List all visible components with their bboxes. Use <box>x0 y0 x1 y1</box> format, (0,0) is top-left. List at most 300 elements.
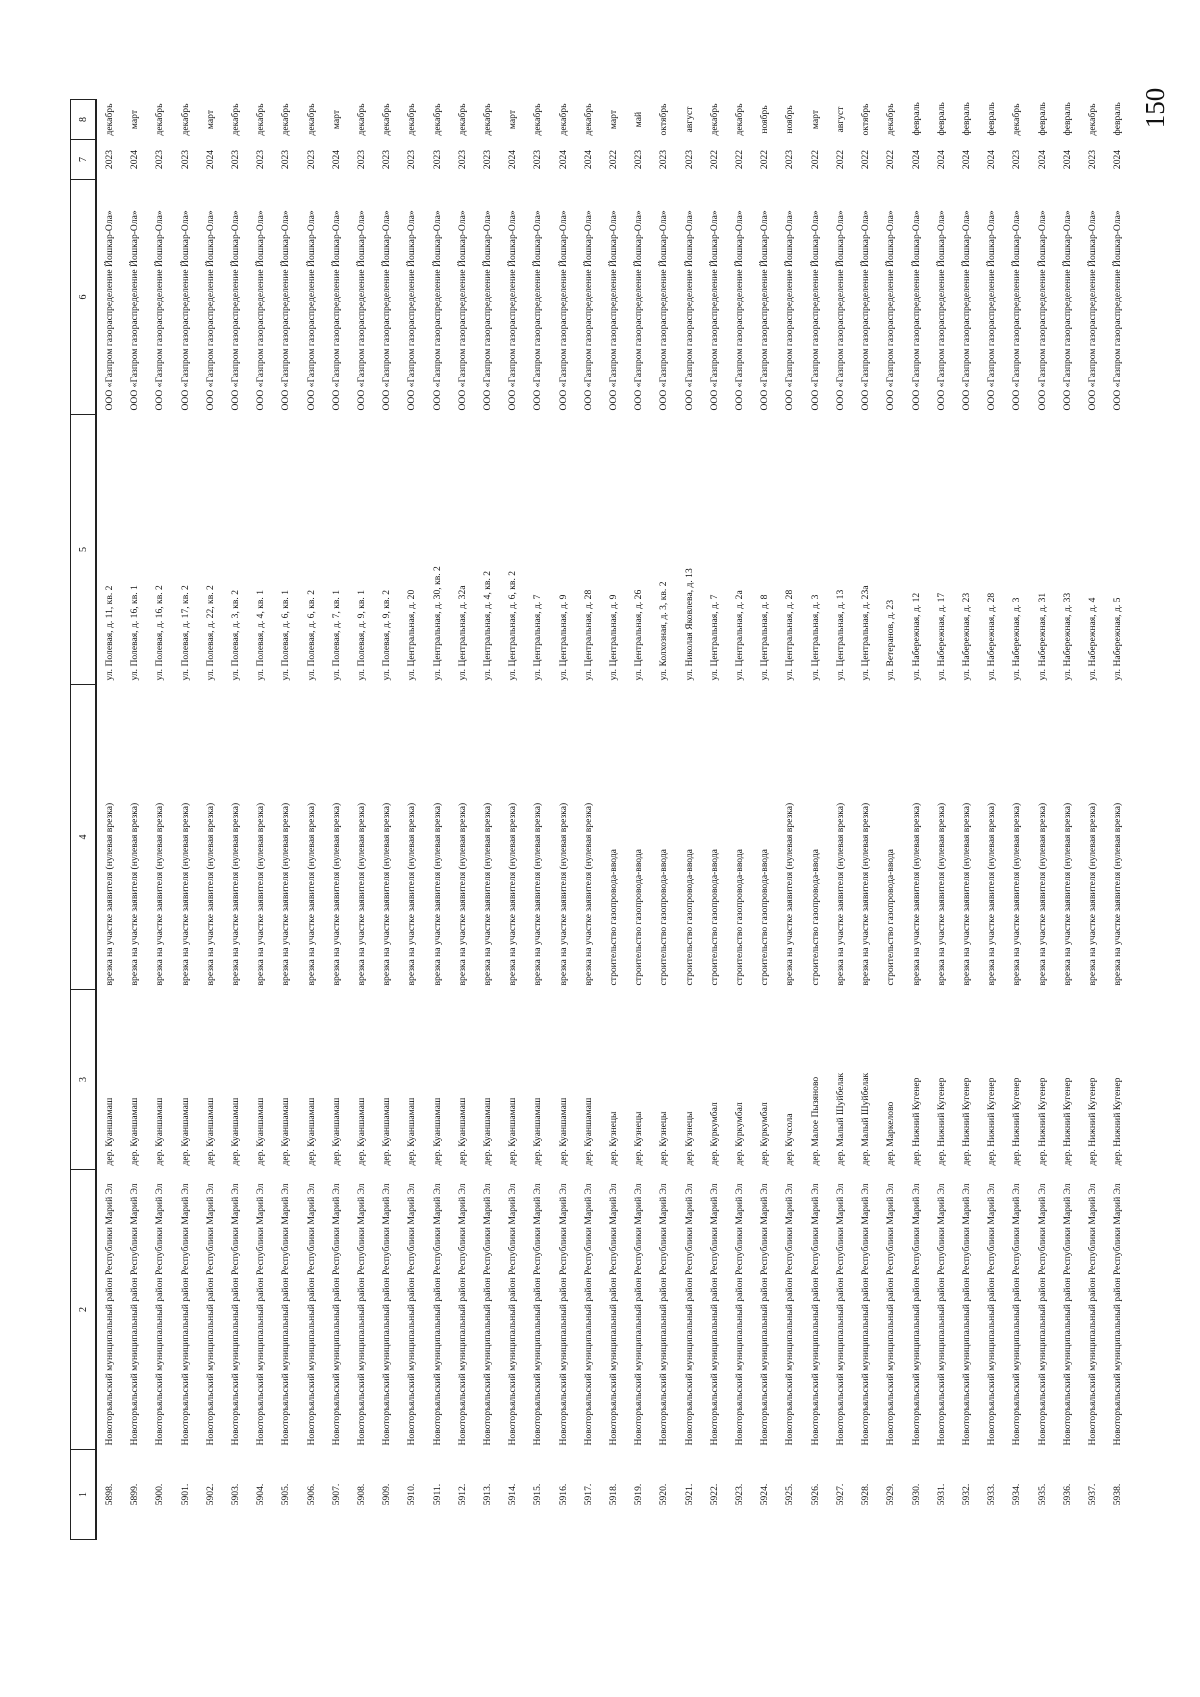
cell-year: 2023 <box>1011 149 1023 170</box>
cell-address: ул. Колхозная, д. 3, кв. 2 <box>658 581 670 681</box>
cell-row-number: 5926. <box>809 1483 821 1506</box>
cell-month: май <box>633 111 645 128</box>
cell-municipality: Новоторъяльский муниципальный район Республики Марий Эл <box>456 1183 468 1446</box>
cell-row-number: 5934. <box>1011 1483 1023 1506</box>
cell-organization: ООО «Газпром газораспределение Йошкар-Ола» <box>305 210 317 411</box>
column-header: 4 <box>71 685 97 990</box>
cell-year: 2023 <box>154 149 166 170</box>
cell-municipality: Новоторъяльский муниципальный район Республики Марий Эл <box>507 1183 519 1446</box>
cell-work-type: врезка на участке заявителя (нулевая врезка) <box>507 802 519 986</box>
cell-work-type: врезка на участке заявителя (нулевая врезка) <box>1112 802 1124 986</box>
cell-municipality: Новоторъяльский муниципальный район Республики Марий Эл <box>305 1183 317 1446</box>
cell-month: декабрь <box>885 103 897 136</box>
cell-address: ул. Набережная, д. 23 <box>960 592 972 681</box>
cell-settlement: дер. Куркумбал <box>734 1102 746 1166</box>
cell-settlement: дер. Куаншамаш <box>532 1097 544 1166</box>
cell-work-type: строительство газопровода-ввода <box>683 849 695 986</box>
table-row <box>727 100 752 1540</box>
cell-work-type: строительство газопровода-ввода <box>759 849 771 986</box>
cell-settlement: дер. Куаншамаш <box>431 1097 443 1166</box>
cell-month: декабрь <box>381 103 393 136</box>
cell-settlement: дер. Куаншамаш <box>557 1097 569 1166</box>
cell-year: 2022 <box>608 149 620 170</box>
cell-organization: ООО «Газпром газораспределение Йошкар-Ола» <box>809 210 821 411</box>
cell-settlement: дер. Кузнецы <box>658 1111 670 1166</box>
cell-work-type: врезка на участке заявителя (нулевая врезка) <box>154 802 166 986</box>
cell-address: ул. Полевая, д. 11, кв. 2 <box>104 585 115 681</box>
cell-municipality: Новоторъяльский муниципальный район Республики Марий Эл <box>734 1183 746 1446</box>
cell-work-type: врезка на участке заявителя (нулевая врезка) <box>104 802 115 986</box>
cell-row-number: 5936. <box>1061 1483 1073 1506</box>
table-row <box>979 100 1004 1540</box>
cell-month: декабрь <box>532 103 544 136</box>
cell-settlement: дер. Нижний Кугенер <box>1011 1077 1023 1166</box>
table-row <box>752 100 777 1540</box>
cell-month: март <box>608 109 620 130</box>
cell-month: март <box>330 109 342 130</box>
table-row <box>223 100 248 1540</box>
cell-month: февраль <box>960 102 972 136</box>
cell-year: 2023 <box>456 149 468 170</box>
cell-work-type: врезка на участке заявителя (нулевая врезка) <box>960 802 972 986</box>
cell-row-number: 5923. <box>734 1483 746 1506</box>
cell-organization: ООО «Газпром газораспределение Йошкар-Ола» <box>582 210 594 411</box>
cell-year: 2023 <box>482 149 494 170</box>
cell-month: декабрь <box>557 103 569 136</box>
cell-year: 2022 <box>809 149 821 170</box>
cell-organization: ООО «Газпром газораспределение Йошкар-Ола» <box>1061 210 1073 411</box>
cell-municipality: Новоторъяльский муниципальный район Республики Марий Эл <box>935 1183 947 1446</box>
table-row <box>551 100 576 1540</box>
cell-work-type: врезка на участке заявителя (нулевая врезка) <box>330 802 342 986</box>
cell-month: октябрь <box>860 103 872 136</box>
cell-settlement: дер. Нижний Кугенер <box>986 1077 998 1166</box>
cell-row-number: 5930. <box>910 1483 922 1506</box>
column-header: 7 <box>71 140 97 180</box>
cell-settlement: дер. Куаншамаш <box>280 1097 292 1166</box>
table-row <box>173 100 198 1540</box>
cell-work-type: строительство газопровода-ввода <box>708 849 720 986</box>
cell-settlement: дер. Нижний Кугенер <box>1112 1077 1124 1166</box>
cell-settlement: дер. Малый Шуйбелак <box>834 1072 846 1166</box>
cell-work-type: врезка на участке заявителя (нулевая врезка) <box>456 802 468 986</box>
cell-row-number: 5914. <box>507 1483 519 1506</box>
table-row <box>525 100 550 1540</box>
cell-work-type: врезка на участке заявителя (нулевая врезка) <box>406 802 418 986</box>
table-header-row <box>71 100 97 1540</box>
cell-row-number: 5904. <box>255 1483 267 1506</box>
cell-settlement: дер. Малое Пызяново <box>809 1076 821 1166</box>
cell-work-type: врезка на участке заявителя (нулевая врезка) <box>255 802 267 986</box>
cell-month: февраль <box>1061 102 1073 136</box>
cell-year: 2024 <box>986 149 998 170</box>
cell-row-number: 5921. <box>683 1483 695 1506</box>
cell-address: ул. Набережная, д. 12 <box>910 592 922 681</box>
cell-settlement: дер. Нижний Кугенер <box>1086 1077 1098 1166</box>
cell-municipality: Новоторъяльский муниципальный район Республики Марий Эл <box>683 1183 695 1446</box>
cell-address: ул. Центральная, д. 23а <box>860 585 872 681</box>
cell-work-type: врезка на участке заявителя (нулевая врезка) <box>986 802 998 986</box>
cell-organization: ООО «Газпром газораспределение Йошкар-Ола» <box>456 210 468 411</box>
cell-organization: ООО «Газпром газораспределение Йошкар-Ола» <box>532 210 544 411</box>
cell-settlement: дер. Куаншамаш <box>406 1097 418 1166</box>
cell-municipality: Новоторъяльский муниципальный район Республики Марий Эл <box>381 1183 393 1446</box>
column-header: 2 <box>71 1170 97 1450</box>
cell-year: 2023 <box>381 149 393 170</box>
cell-municipality: Новоторъяльский муниципальный район Республики Марий Эл <box>1086 1183 1098 1446</box>
cell-organization: ООО «Газпром газораспределение Йошкар-Ола» <box>154 210 166 411</box>
cell-municipality: Новоторъяльский муниципальный район Республики Марий Эл <box>154 1183 166 1446</box>
cell-month: март <box>129 109 141 130</box>
cell-row-number: 5919. <box>633 1483 645 1506</box>
column-header: 6 <box>71 180 97 415</box>
cell-row-number: 5916. <box>557 1483 569 1506</box>
cell-month: декабрь <box>230 103 242 136</box>
table-row <box>299 100 324 1540</box>
cell-address: ул. Центральная, д. 28 <box>582 589 594 681</box>
cell-work-type: врезка на участке заявителя (нулевая врезка) <box>1011 802 1023 986</box>
cell-work-type: врезка на участке заявителя (нулевая врезка) <box>482 802 494 986</box>
cell-organization: ООО «Газпром газораспределение Йошкар-Ола» <box>406 210 418 411</box>
cell-row-number: 5933. <box>986 1483 998 1506</box>
cell-year: 2023 <box>532 149 544 170</box>
cell-settlement: дер. Нижний Кугенер <box>910 1077 922 1166</box>
cell-address: ул. Полевая, д. 16, кв. 1 <box>129 585 141 681</box>
cell-municipality: Новоторъяльский муниципальный район Республики Марий Эл <box>356 1183 368 1446</box>
cell-municipality: Новоторъяльский муниципальный район Республики Марий Эл <box>482 1183 494 1446</box>
table-row <box>626 100 651 1540</box>
cell-municipality: Новоторъяльский муниципальный район Республики Марий Эл <box>582 1183 594 1446</box>
cell-organization: ООО «Газпром газораспределение Йошкар-Ола» <box>381 210 393 411</box>
table-row <box>904 100 929 1540</box>
cell-year: 2023 <box>406 149 418 170</box>
cell-month: декабрь <box>104 103 115 136</box>
table-row <box>198 100 223 1540</box>
cell-address: ул. Центральная, д. 32а <box>456 585 468 681</box>
cell-organization: ООО «Газпром газораспределение Йошкар-Ола» <box>633 210 645 411</box>
cell-address: ул. Центральная, д. 4, кв. 2 <box>482 570 494 681</box>
cell-address: ул. Центральная, д. 3 <box>809 594 821 681</box>
cell-month: март <box>507 109 519 130</box>
cell-organization: ООО «Газпром газораспределение Йошкар-Ола» <box>658 210 670 411</box>
cell-row-number: 5901. <box>179 1483 191 1506</box>
cell-municipality: Новоторъяльский муниципальный район Республики Марий Эл <box>129 1183 141 1446</box>
cell-year: 2023 <box>104 149 115 170</box>
cell-row-number: 5920. <box>658 1483 670 1506</box>
cell-row-number: 5915. <box>532 1483 544 1506</box>
cell-row-number: 5898. <box>104 1483 115 1506</box>
cell-municipality: Новоторъяльский муниципальный район Республики Марий Эл <box>255 1183 267 1446</box>
cell-row-number: 5925. <box>784 1483 796 1506</box>
cell-organization: ООО «Газпром газораспределение Йошкар-Ола» <box>608 210 620 411</box>
cell-year: 2024 <box>129 149 141 170</box>
cell-settlement: дер. Кучсола <box>784 1113 796 1166</box>
cell-settlement: дер. Куаншамаш <box>129 1097 141 1166</box>
cell-settlement: дер. Малый Шуйбелак <box>860 1072 872 1166</box>
cell-municipality: Новоторъяльский муниципальный район Республики Марий Эл <box>708 1183 720 1446</box>
cell-address: ул. Центральная, д. 9 <box>608 594 620 681</box>
cell-work-type: врезка на участке заявителя (нулевая врезка) <box>557 802 569 986</box>
cell-month: декабрь <box>280 103 292 136</box>
cell-row-number: 5911. <box>431 1483 443 1506</box>
cell-settlement: дер. Нижний Кугенер <box>960 1077 972 1166</box>
cell-month: декабрь <box>154 103 166 136</box>
cell-municipality: Новоторъяльский муниципальный район Республики Марий Эл <box>860 1183 872 1446</box>
cell-work-type: строительство газопровода-ввода <box>608 849 620 986</box>
cell-address: ул. Полевая, д. 22, кв. 2 <box>204 585 216 681</box>
cell-organization: ООО «Газпром газораспределение Йошкар-Ола» <box>482 210 494 411</box>
gasification-table <box>70 99 1130 1540</box>
cell-settlement: дер. Нижний Кугенер <box>1061 1077 1073 1166</box>
cell-year: 2022 <box>759 149 771 170</box>
table-row <box>475 100 500 1540</box>
cell-settlement: дер. Кузнецы <box>683 1111 695 1166</box>
cell-organization: ООО «Газпром газораспределение Йошкар-Ола» <box>784 210 796 411</box>
cell-year: 2024 <box>960 149 972 170</box>
cell-address: ул. Центральная, д. 6, кв. 2 <box>507 570 519 681</box>
cell-month: август <box>683 106 695 133</box>
cell-settlement: дер. Кузнецы <box>633 1111 645 1166</box>
cell-settlement: дер. Куркумбал <box>708 1102 720 1166</box>
cell-work-type: врезка на участке заявителя (нулевая врезка) <box>431 802 443 986</box>
cell-settlement: дер. Куаншамаш <box>154 1097 166 1166</box>
table-row <box>324 100 349 1540</box>
cell-row-number: 5905. <box>280 1483 292 1506</box>
cell-month: декабрь <box>431 103 443 136</box>
cell-month: декабрь <box>255 103 267 136</box>
cell-municipality: Новоторъяльский муниципальный район Республики Марий Эл <box>809 1183 821 1446</box>
table-row <box>122 100 147 1540</box>
cell-month: март <box>204 109 216 130</box>
cell-month: февраль <box>1112 102 1124 136</box>
cell-month: февраль <box>910 102 922 136</box>
table-row <box>399 100 424 1540</box>
cell-month: декабрь <box>1011 103 1023 136</box>
cell-year: 2023 <box>280 149 292 170</box>
cell-municipality: Новоторъяльский муниципальный район Республики Марий Эл <box>608 1183 620 1446</box>
cell-month: декабрь <box>1086 103 1098 136</box>
table-row <box>450 100 475 1540</box>
cell-organization: ООО «Газпром газораспределение Йошкар-Ола» <box>910 210 922 411</box>
page-number: 150 <box>1139 87 1170 129</box>
cell-address: ул. Полевая, д. 6, кв. 1 <box>280 589 292 681</box>
cell-address: ул. Полевая, д. 4, кв. 1 <box>255 589 267 681</box>
cell-year: 2022 <box>885 149 897 170</box>
table-row <box>273 100 298 1540</box>
cell-row-number: 5909. <box>381 1483 393 1506</box>
cell-month: август <box>834 106 846 133</box>
cell-address: ул. Центральная, д. 7 <box>532 594 544 681</box>
cell-year: 2024 <box>1061 149 1073 170</box>
cell-municipality: Новоторъяльский муниципальный район Республики Марий Эл <box>658 1183 670 1446</box>
table-row <box>147 100 172 1540</box>
cell-year: 2024 <box>1036 149 1048 170</box>
cell-month: ноябрь <box>784 105 796 134</box>
cell-month: декабрь <box>708 103 720 136</box>
cell-settlement: дер. Куаншамаш <box>179 1097 191 1166</box>
cell-municipality: Новоторъяльский муниципальный район Республики Марий Эл <box>1036 1183 1048 1446</box>
cell-year: 2024 <box>204 149 216 170</box>
cell-month: декабрь <box>582 103 594 136</box>
cell-settlement: дер. Куаншамаш <box>582 1097 594 1166</box>
cell-settlement: дер. Нижний Кугенер <box>935 1077 947 1166</box>
cell-address: ул. Набережная, д. 31 <box>1036 592 1048 681</box>
cell-row-number: 5902. <box>204 1483 216 1506</box>
cell-municipality: Новоторъяльский муниципальный район Республики Марий Эл <box>330 1183 342 1446</box>
cell-month: февраль <box>1036 102 1048 136</box>
cell-month: март <box>809 109 821 130</box>
cell-address: ул. Полевая, д. 17, кв. 2 <box>179 585 191 681</box>
cell-month: декабрь <box>734 103 746 136</box>
cell-address: ул. Полевая, д. 16, кв. 2 <box>154 585 166 681</box>
cell-municipality: Новоторъяльский муниципальный район Республики Марий Эл <box>532 1183 544 1446</box>
cell-month: декабрь <box>406 103 418 136</box>
cell-organization: ООО «Газпром газораспределение Йошкар-Ола» <box>557 210 569 411</box>
cell-address: ул. Центральная, д. 20 <box>406 589 418 681</box>
cell-settlement: дер. Куаншамаш <box>305 1097 317 1166</box>
cell-organization: ООО «Газпром газораспределение Йошкар-Ола» <box>1036 210 1048 411</box>
cell-work-type: врезка на участке заявителя (нулевая врезка) <box>1086 802 1098 986</box>
cell-municipality: Новоторъяльский муниципальный район Республики Марий Эл <box>834 1183 846 1446</box>
cell-address: ул. Набережная, д. 5 <box>1112 597 1124 681</box>
cell-municipality: Новоторъяльский муниципальный район Республики Марий Эл <box>910 1183 922 1446</box>
cell-row-number: 5903. <box>230 1483 242 1506</box>
cell-organization: ООО «Газпром газораспределение Йошкар-Ола» <box>356 210 368 411</box>
cell-year: 2022 <box>734 149 746 170</box>
cell-municipality: Новоторъяльский муниципальный район Республики Марий Эл <box>759 1183 771 1446</box>
cell-work-type: строительство газопровода-ввода <box>633 849 645 986</box>
cell-settlement: дер. Кузнецы <box>608 1111 620 1166</box>
cell-address: ул. Полевая, д. 3, кв. 2 <box>230 589 242 681</box>
cell-organization: ООО «Газпром газораспределение Йошкар-Ола» <box>431 210 443 411</box>
cell-year: 2024 <box>1112 149 1124 170</box>
table-row <box>1105 100 1130 1540</box>
table-row <box>929 100 954 1540</box>
cell-row-number: 5928. <box>860 1483 872 1506</box>
cell-organization: ООО «Газпром газораспределение Йошкар-Ола» <box>834 210 846 411</box>
cell-address: ул. Центральная, д. 30, кв. 2 <box>431 566 443 681</box>
cell-address: ул. Ветеранов, д. 23 <box>885 599 897 681</box>
cell-month: декабрь <box>456 103 468 136</box>
cell-row-number: 5913. <box>482 1483 494 1506</box>
cell-settlement: дер. Куаншамаш <box>456 1097 468 1166</box>
cell-year: 2024 <box>330 149 342 170</box>
cell-row-number: 5935. <box>1036 1483 1048 1506</box>
cell-work-type: врезка на участке заявителя (нулевая врезка) <box>860 802 872 986</box>
cell-municipality: Новоторъяльский муниципальный район Республики Марий Эл <box>179 1183 191 1446</box>
table-row <box>702 100 727 1540</box>
cell-organization: ООО «Газпром газораспределение Йошкар-Ола» <box>935 210 947 411</box>
cell-address: ул. Николая Яковлева, д. 13 <box>683 568 695 681</box>
cell-municipality: Новоторъяльский муниципальный район Республики Марий Эл <box>960 1183 972 1446</box>
cell-organization: ООО «Газпром газораспределение Йошкар-Ола» <box>204 210 216 411</box>
table-row <box>601 100 626 1540</box>
cell-year: 2023 <box>683 149 695 170</box>
cell-organization: ООО «Газпром газораспределение Йошкар-Ола» <box>230 210 242 411</box>
table-row <box>803 100 828 1540</box>
cell-organization: ООО «Газпром газораспределение Йошкар-Ола» <box>330 210 342 411</box>
cell-row-number: 5931. <box>935 1483 947 1506</box>
cell-address: ул. Центральная, д. 28 <box>784 589 796 681</box>
cell-work-type: врезка на участке заявителя (нулевая врезка) <box>784 802 796 986</box>
cell-year: 2022 <box>834 149 846 170</box>
table-row <box>677 100 702 1540</box>
cell-organization: ООО «Газпром газораспределение Йошкар-Ола» <box>129 210 141 411</box>
cell-organization: ООО «Газпром газораспределение Йошкар-Ола» <box>860 210 872 411</box>
table-row <box>500 100 525 1540</box>
cell-organization: ООО «Газпром газораспределение Йошкар-Ола» <box>255 210 267 411</box>
cell-year: 2023 <box>633 149 645 170</box>
cell-year: 2023 <box>1086 149 1098 170</box>
cell-municipality: Новоторъяльский муниципальный район Республики Марий Эл <box>104 1183 115 1446</box>
cell-year: 2023 <box>784 149 796 170</box>
table-row <box>828 100 853 1540</box>
cell-work-type: строительство газопровода-ввода <box>658 849 670 986</box>
table-row <box>651 100 676 1540</box>
cell-year: 2024 <box>582 149 594 170</box>
cell-municipality: Новоторъяльский муниципальный район Республики Марий Эл <box>280 1183 292 1446</box>
cell-row-number: 5906. <box>305 1483 317 1506</box>
cell-organization: ООО «Газпром газораспределение Йошкар-Ола» <box>280 210 292 411</box>
cell-municipality: Новоторъяльский муниципальный район Республики Марий Эл <box>1011 1183 1023 1446</box>
cell-settlement: дер. Нижний Кугенер <box>1036 1077 1048 1166</box>
cell-address: ул. Набережная, д. 3 <box>1011 597 1023 681</box>
cell-row-number: 5937. <box>1086 1483 1098 1506</box>
cell-work-type: строительство газопровода-ввода <box>809 849 821 986</box>
table-row <box>576 100 601 1540</box>
cell-organization: ООО «Газпром газораспределение Йошкар-Ола» <box>885 210 897 411</box>
cell-work-type: врезка на участке заявителя (нулевая врезка) <box>582 802 594 986</box>
cell-settlement: дер. Куаншамаш <box>330 1097 342 1166</box>
cell-address: ул. Полевая, д. 6, кв. 2 <box>305 589 317 681</box>
column-header: 5 <box>71 415 97 685</box>
cell-work-type: врезка на участке заявителя (нулевая врезка) <box>910 802 922 986</box>
cell-row-number: 5900. <box>154 1483 166 1506</box>
table-row <box>853 100 878 1540</box>
cell-year: 2022 <box>860 149 872 170</box>
cell-address: ул. Набережная, д. 28 <box>986 592 998 681</box>
cell-organization: ООО «Газпром газораспределение Йошкар-Ола» <box>1112 210 1124 411</box>
cell-organization: ООО «Газпром газораспределение Йошкар-Ола» <box>708 210 720 411</box>
table-row <box>777 100 802 1540</box>
cell-work-type: врезка на участке заявителя (нулевая врезка) <box>1061 802 1073 986</box>
cell-settlement: дер. Куаншамаш <box>381 1097 393 1166</box>
cell-address: ул. Центральная, д. 8 <box>759 594 771 681</box>
table-row <box>1030 100 1055 1540</box>
cell-settlement: дер. Куаншамаш <box>104 1097 115 1166</box>
cell-month: октябрь <box>658 103 670 136</box>
cell-settlement: дер. Куаншамаш <box>356 1097 368 1166</box>
table-row <box>349 100 374 1540</box>
cell-organization: ООО «Газпром газораспределение Йошкар-Ола» <box>179 210 191 411</box>
cell-settlement: дер. Куаншамаш <box>255 1097 267 1166</box>
table-row <box>954 100 979 1540</box>
cell-work-type: врезка на участке заявителя (нулевая врезка) <box>204 802 216 986</box>
cell-organization: ООО «Газпром газораспределение Йошкар-Ола» <box>734 210 746 411</box>
cell-address: ул. Центральная, д. 2а <box>734 590 746 681</box>
cell-year: 2023 <box>179 149 191 170</box>
cell-municipality: Новоторъяльский муниципальный район Республики Марий Эл <box>230 1183 242 1446</box>
cell-work-type: врезка на участке заявителя (нулевая врезка) <box>532 802 544 986</box>
cell-row-number: 5924. <box>759 1483 771 1506</box>
cell-year: 2024 <box>557 149 569 170</box>
table-row <box>425 100 450 1540</box>
column-header: 8 <box>71 100 97 140</box>
cell-row-number: 5917. <box>582 1483 594 1506</box>
cell-settlement: дер. Куаншамаш <box>230 1097 242 1166</box>
cell-municipality: Новоторъяльский муниципальный район Республики Марий Эл <box>986 1183 998 1446</box>
column-header: 1 <box>71 1450 97 1540</box>
